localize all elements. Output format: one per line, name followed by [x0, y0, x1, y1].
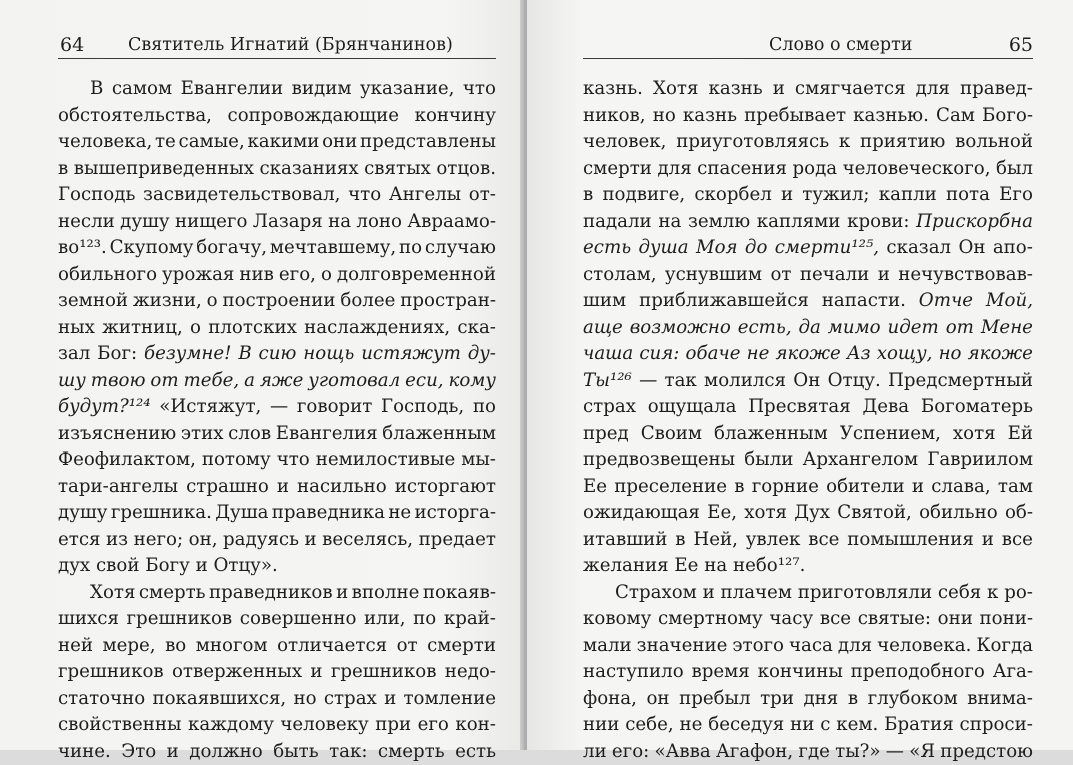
text-line: Ее преселение в горние обители и слава, там: [583, 474, 1033, 501]
text-line: чине. Это и должно быть так: смерть есть: [58, 739, 496, 765]
text-line: Феофилактом, потому что немилостивые мы-: [58, 447, 496, 474]
text-line: Страхом и плачем приготовляли себя к ро-: [583, 580, 1033, 607]
text-line: нии себе, не беседуя ни с кем. Братия спроси-: [583, 712, 1033, 739]
left-page-number: 64: [60, 32, 84, 58]
text-line: ней мере, во многом отличается от смерти: [58, 633, 496, 660]
right-body-text: [583, 76, 1033, 765]
text-line: во¹²³. Скупому богачу, мечтавшему, по случаю: [58, 235, 496, 262]
left-running-head: [58, 32, 496, 59]
text-line: шим приближавшейся напасти. Отче Мой,: [583, 288, 1033, 315]
text-line: зал Бог: безумне! В сию нощь истяжут ду-: [58, 341, 496, 368]
text-line: несли душу нищего Лазаря на лоно Авраамо-: [58, 209, 496, 236]
text-line: мали значение этого часа для человека. Когда: [583, 633, 1033, 660]
text-line: аще возможно есть, да мимо идет от Мене: [583, 315, 1033, 342]
text-line: будут?¹²⁴ «Истяжут, — говорит Господь, по: [58, 394, 496, 421]
text-line: душу грешника. Душа праведника не исторга-: [58, 500, 496, 527]
text-line: грешников отверженных и грешников недо-: [58, 659, 496, 686]
left-running-title: Святитель Игнатий (Брянчанинов): [128, 32, 453, 58]
text-line: шихся грешников совершенно или, по край-: [58, 606, 496, 633]
text-line: человек, приуготовляясь к приятию вольной: [583, 129, 1033, 156]
text-line: в вышеприведенных сказаниях святых отцов.: [58, 156, 496, 183]
text-line: предвозвещены были Архангелом Гавриилом: [583, 447, 1033, 474]
text-line: В самом Евангелии видим указание, что: [58, 76, 496, 103]
text-line: есть душа Моя до смерти¹²⁵, сказал Он апо-: [583, 235, 1033, 262]
text-line: наступило время кончины преподобного Ага-: [583, 659, 1033, 686]
text-line: столам, уснувшим от печали и нечувствовав-: [583, 262, 1033, 289]
right-page: [527, 0, 1073, 750]
text-line: свойственны каждому человеку при его кон-: [58, 712, 496, 739]
text-line: ников, но казнь пребывает казнью. Сам Бого-: [583, 103, 1033, 130]
text-line: Господь засвидетельствовал, что Ангелы от-: [58, 182, 496, 209]
left-body-text: [58, 76, 496, 765]
text-line: смерти для спасения рода человеческого, был: [583, 156, 1033, 183]
text-line: итавший в Ней, увлек все помышления и все: [583, 527, 1033, 554]
text-line: обильного урожая нив его, о долговременной: [58, 262, 496, 289]
text-line: изъяснению этих слов Евангелия блаженным: [58, 421, 496, 448]
text-line: Ты¹²⁶ — так молился Он Отцу. Предсмертный: [583, 368, 1033, 395]
text-line: ковому смертному часу все святые: они пони-: [583, 606, 1033, 633]
text-line: ется из него; он, радуясь и веселясь, предает: [58, 527, 496, 554]
right-page-number: 65: [1009, 32, 1033, 58]
text-line: желания Ее на небо¹²⁷.: [583, 553, 1033, 580]
text-line: земной жизни, о построении более простран-: [58, 288, 496, 315]
text-line: ли его: «Авва Агафон, где ты?» — «Я предстою: [583, 739, 1033, 765]
text-line: ожидающая Ее, хотя Дух Святой, обильно об-: [583, 500, 1033, 527]
right-running-head: [583, 32, 1033, 59]
left-page: [0, 0, 525, 750]
text-line: человека, те самые, какими они представлены: [58, 129, 496, 156]
text-line: ных житниц, о плотских наслаждениях, ска-: [58, 315, 496, 342]
text-line: казнь. Хотя казнь и смягчается для правед-: [583, 76, 1033, 103]
text-line: Хотя смерть праведников и вполне покаяв-: [58, 580, 496, 607]
text-line: тари-ангелы страшно и насильно исторгают: [58, 474, 496, 501]
text-line: чаша сия: обаче не якоже Аз хощу, но якоже: [583, 341, 1033, 368]
text-line: пред Своим блаженным Успением, хотя Ей: [583, 421, 1033, 448]
text-line: в подвиге, скорбел и тужил; капли пота Его: [583, 182, 1033, 209]
text-line: фона, он пребыл три дня в глубоком внима-: [583, 686, 1033, 713]
text-line: страх ощущала Пресвятая Дева Богоматерь: [583, 394, 1033, 421]
right-running-title: Слово о смерти: [769, 32, 912, 58]
text-line: статочно покаявшихся, но страх и томление: [58, 686, 496, 713]
text-line: дух свой Богу и Отцу».: [58, 553, 496, 580]
text-line: шу твою от тебе, а яже уготовал еси, кому: [58, 368, 496, 395]
text-line: обстоятельства, сопровождающие кончину: [58, 103, 496, 130]
text-line: падали на землю каплями крови: Прискорбна: [583, 209, 1033, 236]
